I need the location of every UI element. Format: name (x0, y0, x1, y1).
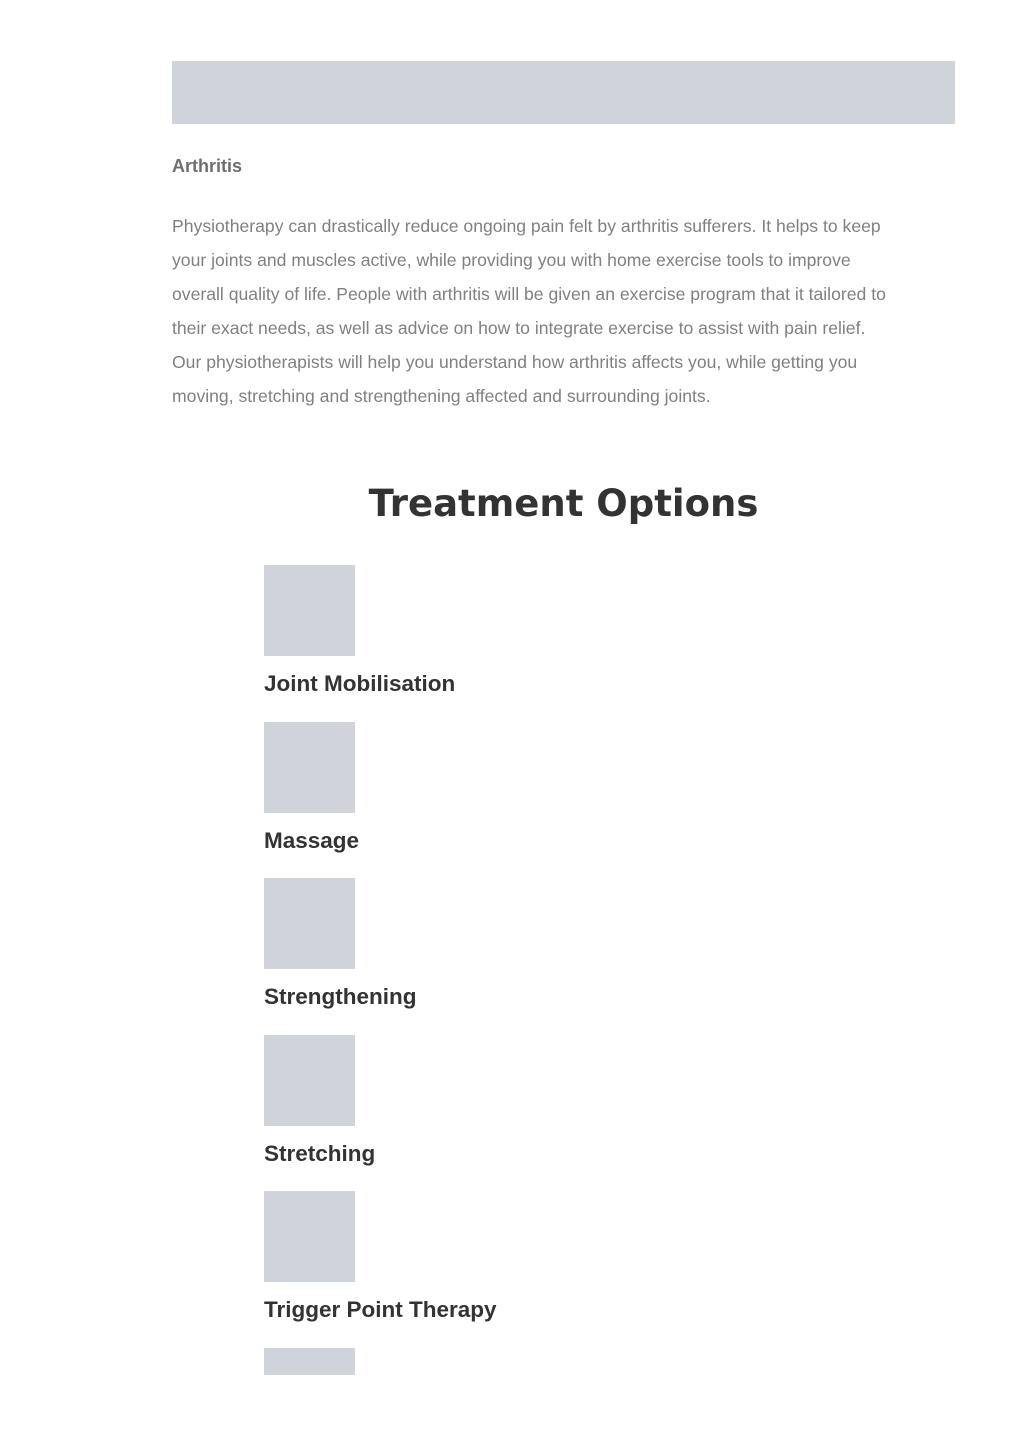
banner-image-placeholder (172, 61, 955, 124)
treatment-image-placeholder-partial[interactable] (264, 1348, 355, 1375)
treatment-image-placeholder[interactable] (264, 1035, 355, 1126)
treatment-options-heading: Treatment Options (368, 482, 759, 525)
treatment-image-placeholder[interactable] (264, 1191, 355, 1282)
treatment-image-placeholder[interactable] (264, 722, 355, 813)
treatment-item-trigger-point-therapy[interactable] (264, 1191, 864, 1348)
treatment-image-placeholder[interactable] (264, 565, 355, 656)
section-body: Physiotherapy can drastically reduce ongoing pain felt by arthritis sufferers. It helps to keep your joints and muscles active, while providing you with home exercise tools to improve overall quality of life. People with arthritis will be given an exercise program that it tailored to their exact needs, as well as advice on how to integrate exercise to assist with pain relief. Our physiotherapists will help you understand how arthritis affects you, while getting you moving, stretching and strengthening affected and surrounding joints. (172, 216, 886, 406)
treatment-item-stretching[interactable] (264, 1035, 864, 1192)
treatment-image-placeholder[interactable] (264, 878, 355, 969)
treatment-item-joint-mobilisation[interactable] (264, 565, 864, 722)
treatment-label[interactable]: Stretching (264, 1140, 376, 1166)
treatment-list (264, 565, 864, 1348)
treatment-label[interactable]: Strengthening (264, 984, 417, 1009)
section-title: Arthritis (172, 156, 243, 176)
treatment-item-strengthening[interactable] (264, 878, 864, 1035)
treatment-label[interactable]: Trigger Point Therapy (264, 1297, 497, 1322)
treatment-label[interactable]: Joint Mobilisation (264, 671, 456, 696)
treatment-item-massage[interactable] (264, 722, 864, 879)
treatment-label[interactable]: Massage (264, 827, 360, 853)
